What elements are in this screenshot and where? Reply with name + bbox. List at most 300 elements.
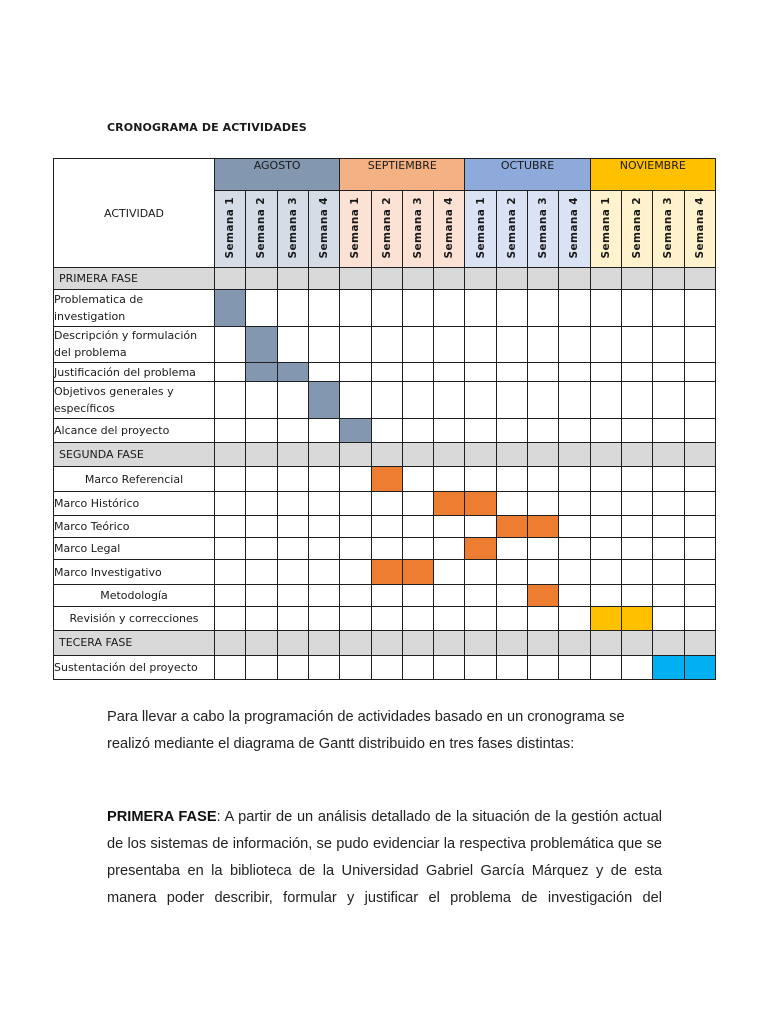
gantt-bar-cell	[308, 382, 339, 418]
gantt-cell	[559, 538, 590, 560]
gantt-cell	[434, 443, 465, 467]
week-header: Semana 3	[277, 191, 308, 268]
gantt-cell	[653, 491, 684, 515]
gantt-cell	[496, 560, 527, 584]
gantt-cell	[465, 418, 496, 442]
gantt-cell	[402, 607, 433, 631]
gantt-cell	[215, 382, 246, 418]
gantt-cell	[277, 584, 308, 606]
gantt-cell	[621, 584, 652, 606]
gantt-cell	[246, 560, 277, 584]
intro-paragraph: Para llevar a cabo la programación de actividades basado en un cronograma se realizó mediante el diagrama de Gantt distribuido en tres fases distintas:	[107, 709, 625, 752]
gantt-cell	[496, 268, 527, 290]
gantt-cell	[590, 418, 621, 442]
gantt-cell	[215, 631, 246, 655]
month-header-agosto: AGOSTO	[215, 159, 340, 191]
gantt-cell	[340, 467, 371, 491]
activity-label: Revisión y correcciones	[54, 607, 215, 631]
gantt-cell	[308, 584, 339, 606]
gantt-cell	[434, 631, 465, 655]
gantt-cell	[246, 655, 277, 679]
gantt-cell	[465, 290, 496, 326]
gantt-cell	[528, 631, 559, 655]
month-header-octubre: OCTUBRE	[465, 159, 590, 191]
gantt-cell	[402, 363, 433, 382]
gantt-cell	[653, 326, 684, 362]
gantt-bar-cell	[402, 560, 433, 584]
gantt-cell	[246, 584, 277, 606]
gantt-cell	[215, 326, 246, 362]
gantt-cell	[308, 467, 339, 491]
gantt-bar-cell	[246, 326, 277, 362]
gantt-cell	[559, 491, 590, 515]
gantt-cell	[621, 418, 652, 442]
gantt-cell	[465, 631, 496, 655]
gantt-cell	[590, 268, 621, 290]
gantt-cell	[496, 631, 527, 655]
gantt-cell	[402, 290, 433, 326]
activity-label: Marco Referencial	[54, 467, 215, 491]
gantt-cell	[684, 491, 716, 515]
gantt-bar-cell	[528, 515, 559, 537]
gantt-cell	[277, 290, 308, 326]
document-title: CRONOGRAMA DE ACTIVIDADES	[107, 121, 307, 134]
gantt-cell	[277, 326, 308, 362]
gantt-cell	[340, 655, 371, 679]
gantt-cell	[684, 418, 716, 442]
gantt-cell	[402, 326, 433, 362]
activity-label: Alcance del proyecto	[54, 418, 215, 442]
gantt-cell	[528, 443, 559, 467]
activity-row	[54, 655, 716, 679]
activity-row	[54, 538, 716, 560]
activity-row	[54, 491, 716, 515]
gantt-cell	[246, 631, 277, 655]
gantt-cell	[684, 560, 716, 584]
gantt-cell	[277, 655, 308, 679]
gantt-cell	[308, 418, 339, 442]
gantt-cell	[559, 584, 590, 606]
gantt-cell	[340, 443, 371, 467]
gantt-cell	[590, 382, 621, 418]
gantt-cell	[308, 560, 339, 584]
gantt-cell	[653, 290, 684, 326]
gantt-bar-cell	[215, 290, 246, 326]
gantt-cell	[340, 607, 371, 631]
gantt-cell	[371, 268, 402, 290]
gantt-cell	[653, 363, 684, 382]
gantt-cell	[308, 268, 339, 290]
gantt-bar-cell	[434, 491, 465, 515]
gantt-cell	[528, 418, 559, 442]
week-header: Semana 3	[653, 191, 684, 268]
gantt-cell	[402, 467, 433, 491]
week-header: Semana 2	[371, 191, 402, 268]
phase1-text: : A partir de un análisis detallado de la situación de la gestión actual de los sistemas de información, se pudo evidenciar la respectiva problemática que se presentaba en la biblioteca de la Universidad Gabriel García Márquez y de esta manera poder describir, formular y justificar el problema de investigación del	[107, 809, 662, 906]
gantt-cell	[371, 607, 402, 631]
gantt-cell	[371, 443, 402, 467]
gantt-cell	[434, 607, 465, 631]
gantt-cell	[653, 443, 684, 467]
gantt-cell	[277, 418, 308, 442]
week-header: Semana 4	[559, 191, 590, 268]
activity-label: Marco Investigativo	[54, 560, 215, 584]
gantt-cell	[465, 655, 496, 679]
gantt-bar-cell	[277, 363, 308, 382]
gantt-cell	[496, 607, 527, 631]
gantt-cell	[215, 268, 246, 290]
gantt-cell	[434, 538, 465, 560]
gantt-cell	[340, 584, 371, 606]
gantt-cell	[465, 515, 496, 537]
activity-row	[54, 607, 716, 631]
gantt-cell	[371, 363, 402, 382]
gantt-cell	[246, 467, 277, 491]
gantt-cell	[465, 363, 496, 382]
gantt-bar-cell	[340, 418, 371, 442]
gantt-bar-cell	[465, 538, 496, 560]
gantt-bar-cell	[621, 607, 652, 631]
gantt-cell	[590, 515, 621, 537]
gantt-bar-cell	[653, 655, 684, 679]
gantt-cell	[215, 515, 246, 537]
gantt-cell	[277, 538, 308, 560]
gantt-cell	[402, 584, 433, 606]
gantt-cell	[528, 382, 559, 418]
gantt-cell	[246, 443, 277, 467]
activity-row	[54, 418, 716, 442]
phase-label: TECERA FASE	[54, 631, 215, 655]
gantt-cell	[402, 382, 433, 418]
week-header: Semana 3	[528, 191, 559, 268]
gantt-cell	[590, 631, 621, 655]
gantt-cell	[402, 631, 433, 655]
gantt-cell	[277, 268, 308, 290]
gantt-cell	[371, 655, 402, 679]
gantt-cell	[434, 584, 465, 606]
gantt-cell	[621, 491, 652, 515]
week-header: Semana 1	[590, 191, 621, 268]
gantt-cell	[621, 363, 652, 382]
week-header: Semana 3	[402, 191, 433, 268]
gantt-cell	[653, 515, 684, 537]
gantt-cell	[496, 382, 527, 418]
phase-row	[54, 268, 716, 290]
month-header-septiembre: SEPTIEMBRE	[340, 159, 465, 191]
gantt-cell	[684, 631, 716, 655]
week-header: Semana 2	[246, 191, 277, 268]
gantt-cell	[215, 538, 246, 560]
gantt-cell	[340, 515, 371, 537]
gantt-cell	[215, 418, 246, 442]
gantt-cell	[559, 326, 590, 362]
gantt-cell	[465, 268, 496, 290]
gantt-cell	[621, 382, 652, 418]
gantt-cell	[684, 290, 716, 326]
gantt-body	[54, 268, 716, 680]
phase-row	[54, 443, 716, 467]
gantt-cell	[434, 382, 465, 418]
activity-label: Metodología	[54, 584, 215, 606]
gantt-cell	[246, 538, 277, 560]
gantt-bar-cell	[496, 515, 527, 537]
gantt-cell	[434, 467, 465, 491]
gantt-cell	[402, 418, 433, 442]
gantt-cell	[496, 443, 527, 467]
activity-row	[54, 560, 716, 584]
gantt-cell	[621, 326, 652, 362]
activity-row	[54, 363, 716, 382]
gantt-cell	[559, 268, 590, 290]
gantt-cell	[590, 655, 621, 679]
gantt-cell	[684, 382, 716, 418]
gantt-cell	[559, 443, 590, 467]
gantt-bar-cell	[528, 584, 559, 606]
gantt-cell	[340, 631, 371, 655]
gantt-cell	[277, 382, 308, 418]
gantt-cell	[277, 443, 308, 467]
activity-row	[54, 290, 716, 326]
gantt-cell	[434, 363, 465, 382]
gantt-cell	[277, 467, 308, 491]
gantt-cell	[402, 515, 433, 537]
gantt-cell	[684, 443, 716, 467]
gantt-cell	[559, 515, 590, 537]
gantt-cell	[215, 655, 246, 679]
gantt-cell	[684, 268, 716, 290]
gantt-cell	[528, 491, 559, 515]
phase-row	[54, 631, 716, 655]
phase1-label: PRIMERA FASE	[107, 809, 217, 825]
gantt-cell	[308, 491, 339, 515]
gantt-cell	[434, 268, 465, 290]
gantt-cell	[653, 418, 684, 442]
gantt-cell	[559, 631, 590, 655]
gantt-cell	[465, 607, 496, 631]
activity-row	[54, 326, 716, 362]
week-header: Semana 1	[340, 191, 371, 268]
gantt-cell	[653, 560, 684, 584]
activity-row	[54, 382, 716, 418]
gantt-cell	[559, 290, 590, 326]
gantt-cell	[246, 268, 277, 290]
gantt-cell	[434, 655, 465, 679]
week-header: Semana 1	[465, 191, 496, 268]
gantt-cell	[684, 363, 716, 382]
activity-label: Justificación del problema	[54, 363, 215, 382]
week-header: Semana 4	[434, 191, 465, 268]
gantt-cell	[684, 584, 716, 606]
gantt-cell	[621, 467, 652, 491]
week-header: Semana 2	[621, 191, 652, 268]
gantt-cell	[277, 491, 308, 515]
gantt-cell	[528, 655, 559, 679]
gantt-cell	[590, 443, 621, 467]
gantt-cell	[246, 290, 277, 326]
gantt-cell	[277, 560, 308, 584]
gantt-cell	[528, 268, 559, 290]
gantt-cell	[590, 538, 621, 560]
gantt-cell	[277, 631, 308, 655]
gantt-cell	[590, 467, 621, 491]
gantt-cell	[308, 363, 339, 382]
gantt-cell	[528, 560, 559, 584]
gantt-cell	[215, 467, 246, 491]
gantt-cell	[496, 290, 527, 326]
gantt-cell	[340, 363, 371, 382]
phase-label: PRIMERA FASE	[54, 268, 215, 290]
gantt-cell	[246, 382, 277, 418]
gantt-cell	[496, 538, 527, 560]
gantt-bar-cell	[371, 467, 402, 491]
gantt-cell	[465, 467, 496, 491]
gantt-cell	[215, 607, 246, 631]
activity-row	[54, 584, 716, 606]
month-header-noviembre: NOVIEMBRE	[590, 159, 715, 191]
week-header: Semana 4	[308, 191, 339, 268]
gantt-cell	[215, 560, 246, 584]
gantt-cell	[465, 584, 496, 606]
gantt-cell	[559, 467, 590, 491]
gantt-cell	[590, 560, 621, 584]
gantt-cell	[653, 584, 684, 606]
gantt-cell	[528, 290, 559, 326]
gantt-cell	[340, 560, 371, 584]
activity-row	[54, 515, 716, 537]
gantt-cell	[559, 363, 590, 382]
gantt-cell	[496, 363, 527, 382]
gantt-cell	[465, 443, 496, 467]
gantt-cell	[246, 418, 277, 442]
gantt-cell	[215, 491, 246, 515]
gantt-cell	[308, 326, 339, 362]
gantt-cell	[496, 418, 527, 442]
gantt-cell	[528, 363, 559, 382]
gantt-cell	[653, 382, 684, 418]
gantt-cell	[465, 326, 496, 362]
gantt-cell	[340, 538, 371, 560]
gantt-cell	[528, 607, 559, 631]
gantt-cell	[684, 607, 716, 631]
gantt-cell	[559, 418, 590, 442]
gantt-cell	[402, 538, 433, 560]
gantt-cell	[621, 655, 652, 679]
gantt-cell	[528, 538, 559, 560]
gantt-cell	[402, 491, 433, 515]
gantt-cell	[246, 607, 277, 631]
activity-label: Problematica de investigation	[54, 290, 215, 326]
gantt-bar-cell	[684, 655, 716, 679]
gantt-cell	[559, 382, 590, 418]
activity-row	[54, 467, 716, 491]
gantt-cell	[590, 363, 621, 382]
gantt-cell	[621, 443, 652, 467]
gantt-cell	[308, 443, 339, 467]
gantt-cell	[684, 515, 716, 537]
gantt-cell	[308, 631, 339, 655]
gantt-cell	[371, 382, 402, 418]
gantt-cell	[496, 491, 527, 515]
gantt-table	[53, 158, 716, 680]
gantt-cell	[434, 560, 465, 584]
gantt-cell	[590, 584, 621, 606]
gantt-cell	[371, 538, 402, 560]
gantt-cell	[590, 326, 621, 362]
gantt-cell	[371, 290, 402, 326]
gantt-cell	[590, 491, 621, 515]
gantt-cell	[653, 538, 684, 560]
gantt-cell	[277, 515, 308, 537]
gantt-cell	[434, 418, 465, 442]
gantt-cell	[340, 491, 371, 515]
gantt-cell	[684, 326, 716, 362]
gantt-cell	[621, 515, 652, 537]
gantt-cell	[402, 655, 433, 679]
gantt-cell	[340, 382, 371, 418]
activity-label: Sustentación del proyecto	[54, 655, 215, 679]
gantt-cell	[371, 418, 402, 442]
gantt-cell	[496, 584, 527, 606]
phase1-paragraph	[107, 804, 662, 912]
gantt-cell	[340, 326, 371, 362]
gantt-cell	[340, 268, 371, 290]
gantt-cell	[308, 290, 339, 326]
gantt-cell	[371, 631, 402, 655]
gantt-cell	[528, 326, 559, 362]
gantt-cell	[371, 584, 402, 606]
gantt-cell	[621, 538, 652, 560]
activity-header: ACTIVIDAD	[54, 159, 215, 268]
gantt-cell	[653, 268, 684, 290]
gantt-cell	[434, 326, 465, 362]
week-header: Semana 1	[215, 191, 246, 268]
gantt-cell	[684, 538, 716, 560]
gantt-cell	[684, 467, 716, 491]
gantt-bar-cell	[590, 607, 621, 631]
gantt-cell	[308, 607, 339, 631]
gantt-bar-cell	[371, 560, 402, 584]
gantt-cell	[371, 326, 402, 362]
gantt-bar-cell	[465, 491, 496, 515]
gantt-cell	[559, 560, 590, 584]
week-header: Semana 2	[496, 191, 527, 268]
gantt-cell	[496, 326, 527, 362]
activity-label: Descripción y formulación del problema	[54, 326, 215, 362]
gantt-cell	[308, 515, 339, 537]
gantt-bar-cell	[246, 363, 277, 382]
gantt-cell	[434, 290, 465, 326]
gantt-cell	[402, 268, 433, 290]
activity-label: Marco Histórico	[54, 491, 215, 515]
gantt-cell	[559, 655, 590, 679]
gantt-cell	[559, 607, 590, 631]
gantt-cell	[496, 655, 527, 679]
activity-label: Marco Legal	[54, 538, 215, 560]
gantt-cell	[465, 382, 496, 418]
activity-label: Objetivos generales y específicos	[54, 382, 215, 418]
gantt-cell	[215, 584, 246, 606]
phase-label: SEGUNDA FASE	[54, 443, 215, 467]
month-header-row	[54, 159, 716, 191]
week-header: Semana 4	[684, 191, 716, 268]
gantt-cell	[621, 631, 652, 655]
gantt-cell	[371, 491, 402, 515]
gantt-cell	[621, 560, 652, 584]
activity-label: Marco Teórico	[54, 515, 215, 537]
gantt-cell	[621, 268, 652, 290]
gantt-cell	[465, 560, 496, 584]
gantt-cell	[215, 363, 246, 382]
